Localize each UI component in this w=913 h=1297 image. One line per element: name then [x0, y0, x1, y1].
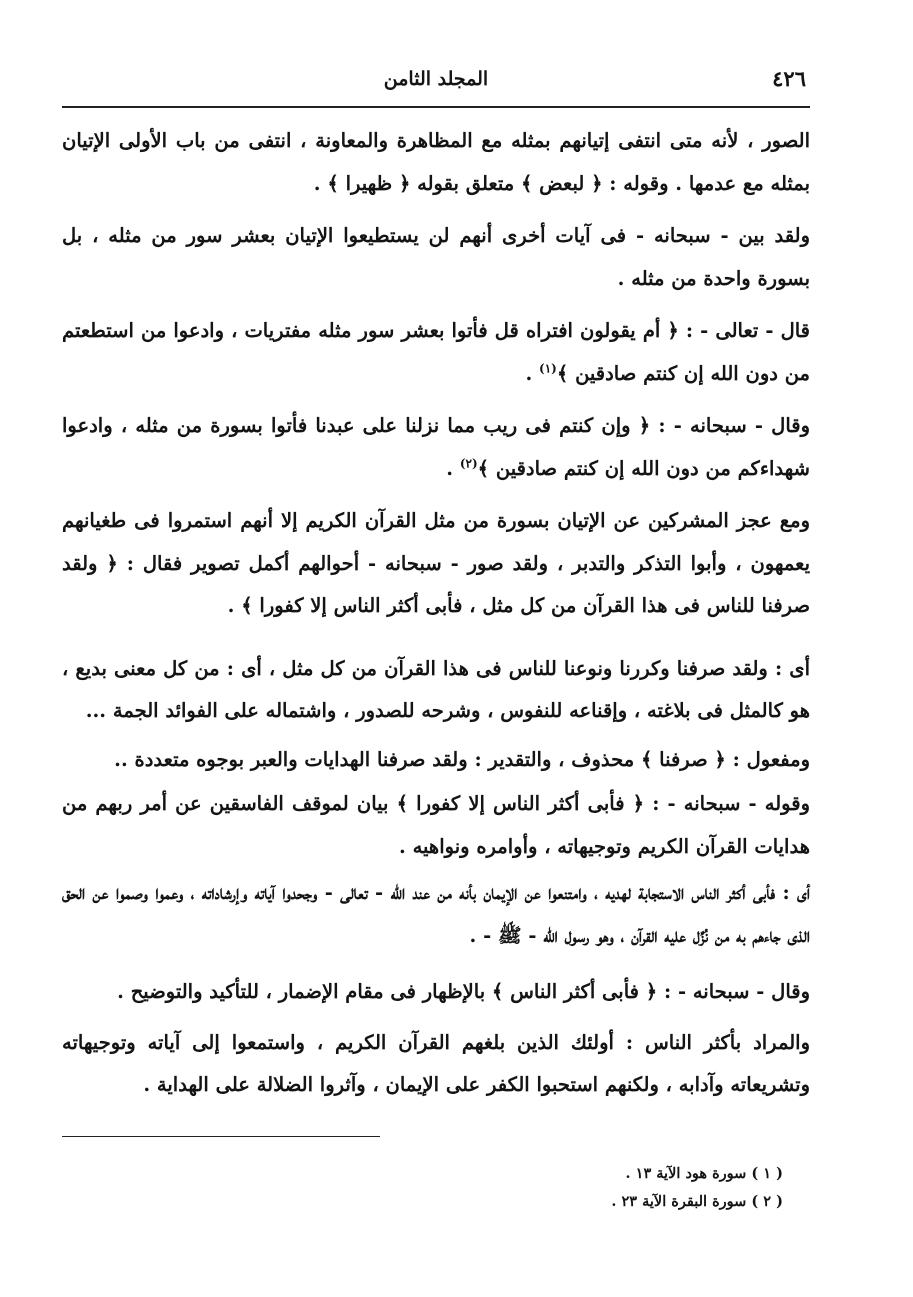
footnote-ref-1: (١)	[539, 361, 557, 375]
paragraph-9: أى : فأبى أكثر الناس الاستجابة لهديه ، وامتنعوا عن الإيمان بأنه من عند الله - تعالى - وجحدوا آياته وإرشاداته ، وعموا وصموا عن الحق الذى جاءهم به من نُزِّل عليه القرآن ، وهو رسول الله - ﷺ - .	[62, 881, 810, 947]
page-header	[62, 60, 810, 108]
paragraph-8: وقوله - سبحانه - : ﴿ فأبى أكثر الناس إلا كفورا ﴾ بيان لموقف الفاسقين عن أمر ربهم من هدايات القرآن الكريم وتوجيهاته ، وأوامره ونواهيه .	[62, 792, 810, 858]
footnotes	[611, 1160, 783, 1216]
book-page	[62, 60, 810, 1110]
footnote-ref-2: (٢)	[459, 456, 478, 470]
running-title: المجلد الثامن	[383, 68, 489, 90]
footnote-divider	[62, 1136, 380, 1137]
paragraph-11: والمراد بأكثر الناس : أولئك الذين بلغهم القرآن الكريم ، واستمعوا إلى آياته وتوجيهاته وتشريعاته وآدابه ، ولكنهم استحبوا الكفر على الإيمان ، وآثروا الضلالة على الهداية .	[62, 1030, 810, 1096]
paragraph-6: أى : ولقد صرفنا وكررنا ونوعنا للناس فى هذا القرآن من كل مثل ، أى : من كل معنى بديع ، هو كالمثل فى بلاغته ، وإقناعه للنفوس ، وشرحه للصدور ، واشتماله على الفوائد الجمة ...	[62, 656, 810, 722]
paragraph-2: ولقد بين - سبحانه - فى آيات أخرى أنهم لن يستطيعوا الإتيان بعشر سور من مثله ، بل بسورة واحدة من مثله .	[62, 224, 810, 290]
paragraph-1: الصور ، لأنه متى انتفى إتيانهم بمثله مع المظاهرة والمعاونة ، انتفى من باب الأولى الإتيان بمثله مع عدمها . وقوله : ﴿ لبعض ﴾ متعلق بقوله ﴿ ظهيرا ﴾ .	[62, 129, 810, 195]
footnote-2: ( ٢ ) سورة البقرة الآية ٢٣ .	[611, 1193, 783, 1210]
page-number: ٤٢٦	[772, 66, 806, 91]
paragraph-3: قال - تعالى - : ﴿ أم يقولون افتراه قل فأتوا بعشر سور مثله مفتريات ، وادعوا من استطعتم من دون الله إن كنتم صادقين ﴾$^{(١)}$ .	[62, 319, 810, 385]
paragraph-5: ومع عجز المشركين عن الإتيان بسورة من مثل القرآن الكريم إلا أنهم استمروا فى طغيانهم يعمهون ، وأبوا التذكر والتدبر ، ولقد صور - سبحانه - أحوالهم أكمل تصوير فقال : ﴿ ولقد صرفنا للناس فى هذا القرآن من كل مثل ، فأبى أكثر الناس إلا كفورا ﴾ .	[62, 509, 810, 617]
page-body	[62, 120, 810, 1107]
paragraph-10: وقال - سبحانه - : ﴿ فأبى أكثر الناس ﴾ بالإظهار فى مقام الإضمار ، للتأكيد والتوضيح .	[117, 980, 810, 1003]
paragraph-4: وقال - سبحانه - : ﴿ وإن كنتم فى ريب مما نزلنا على عبدنا فأتوا بسورة من مثله ، وادعوا شهداءكم من دون الله إن كنتم صادقين ﴾$^{(٢)}$ .	[62, 414, 810, 480]
paragraph-7: ومفعول : ﴿ صرفنا ﴾ محذوف ، والتقدير : ولقد صرفنا الهدايات والعبر بوجوه متعددة ..	[114, 747, 810, 771]
footnote-1: ( ١ ) سورة هود الآية ١٣ .	[625, 1165, 783, 1182]
